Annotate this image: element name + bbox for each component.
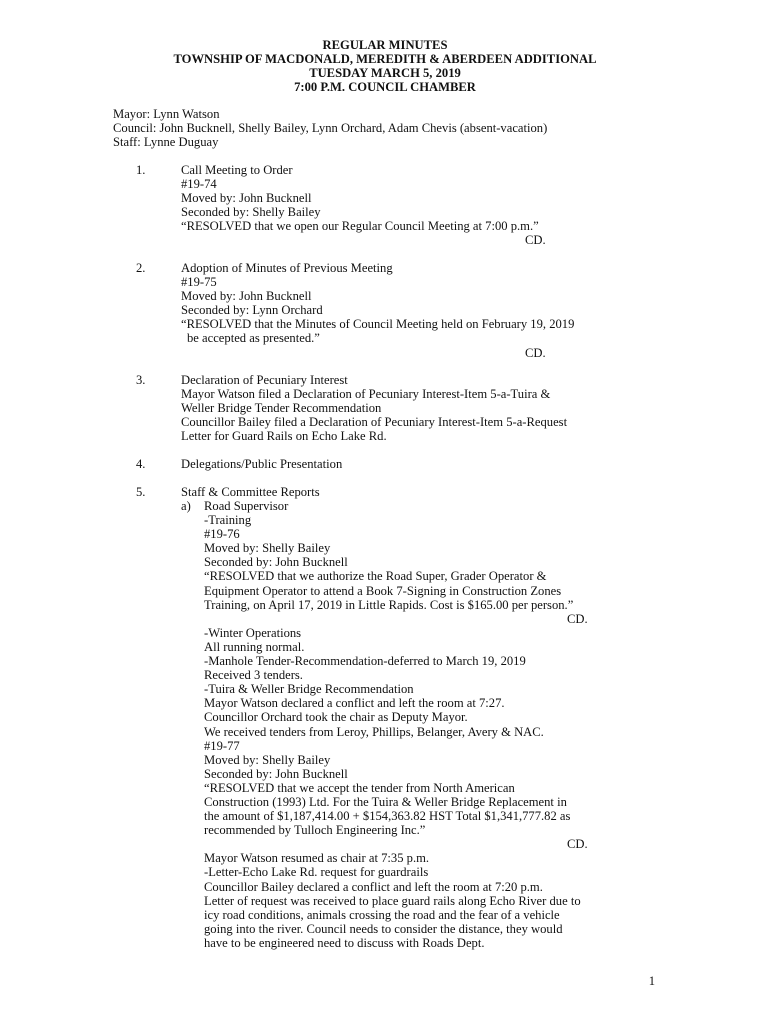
item-line: Weller Bridge Tender Recommendation — [181, 401, 382, 416]
item-line: #19-74 — [181, 177, 217, 192]
carried-mark: CD. — [567, 611, 588, 626]
item-line: be accepted as presented.” — [187, 331, 320, 346]
agenda-item-3 — [181, 373, 661, 443]
item-line: #19-76 — [204, 527, 240, 542]
item-line: Construction (1993) Ltd. For the Tuira & Weller Bridge Replacement in — [204, 794, 567, 809]
item-line: -Manhole Tender-Recommendation-deferred to March 19, 2019 — [204, 654, 526, 669]
item-line: We received tenders from Leroy, Phillips, Belanger, Avery & NAC. — [204, 724, 544, 739]
item-line: Delegations/Public Presentation — [181, 457, 343, 471]
item-line: #19-75 — [181, 275, 217, 290]
item-number: 3. — [136, 373, 146, 387]
item-line: Adoption of Minutes of Previous Meeting — [181, 261, 393, 275]
item-line: -Letter-Echo Lake Rd. request for guardrails — [204, 865, 429, 880]
carried-mark: CD. — [567, 837, 588, 852]
header-township: TOWNSHIP OF MACDONALD, MEREDITH & ABERDEEN ADDITIONAL — [173, 52, 597, 67]
item-number: 4. — [136, 457, 146, 471]
item-line: -Winter Operations — [204, 625, 302, 640]
item-line: Councillor Orchard took the chair as Deputy Mayor. — [204, 710, 468, 725]
item-line: “RESOLVED that the Minutes of Council Meeting held on February 19, 2019 — [181, 317, 575, 332]
agenda-item-2 — [181, 261, 661, 360]
item-line: Seconded by: John Bucknell — [204, 766, 348, 781]
agenda-item-4 — [181, 457, 661, 471]
item-line: “RESOLVED that we open our Regular Council Meeting at 7:00 p.m.” — [181, 219, 539, 234]
page-number: 1 — [648, 974, 655, 988]
item-line: Councillor Bailey declared a conflict and left the room at 7:20 p.m. — [204, 879, 543, 894]
item-number: 5. — [136, 485, 146, 499]
item-line: Moved by: John Bucknell — [181, 289, 312, 304]
item-line: Mayor Watson declared a conflict and left the room at 7:27. — [204, 696, 505, 711]
header-time-location: 7:00 P.M. COUNCIL CHAMBER — [294, 80, 476, 95]
item-line: Councillor Bailey filed a Declaration of Pecuniary Interest-Item 5-a-Request — [181, 415, 568, 430]
item-line: Moved by: John Bucknell — [181, 191, 312, 206]
item-line: Mayor Watson filed a Declaration of Pecuniary Interest-Item 5-a-Tuira & — [181, 387, 551, 402]
item-line: Seconded by: John Bucknell — [204, 555, 348, 570]
item-line: #19-77 — [204, 738, 240, 753]
attendance-mayor: Mayor: Lynn Watson — [113, 107, 220, 121]
item-line: Seconded by: Shelly Bailey — [181, 205, 321, 220]
item-line: Seconded by: Lynn Orchard — [181, 303, 323, 318]
item-line: Mayor Watson resumed as chair at 7:35 p.m. — [204, 851, 430, 866]
item-line: going into the river. Council needs to consider the distance, they would — [204, 921, 563, 936]
item-line: Declaration of Pecuniary Interest — [181, 373, 348, 387]
item-line: -Training — [204, 513, 252, 528]
item-line: Equipment Operator to attend a Book 7-Signing in Construction Zones — [204, 583, 562, 598]
agenda-item-5a — [204, 499, 674, 950]
document-header — [0, 38, 770, 94]
item-line: icy road conditions, animals crossing the road and the fear of a vehicle — [204, 907, 560, 922]
item-line: Moved by: Shelly Bailey — [204, 541, 331, 556]
agenda-item-1 — [181, 163, 661, 248]
attendance-council: Council: John Bucknell, Shelly Bailey, Lynn Orchard, Adam Chevis (absent-vacation) — [113, 121, 548, 136]
item-line: the amount of $1,187,414.00 + $154,363.82 HST Total $1,341,777.82 as — [204, 809, 571, 824]
header-title: REGULAR MINUTES — [322, 38, 448, 52]
attendance — [113, 107, 713, 149]
carried-mark: CD. — [525, 233, 546, 248]
item-line: have to be engineered need to discuss with Roads Dept. — [204, 935, 485, 950]
item-line: Moved by: Shelly Bailey — [204, 752, 331, 767]
item-line: Training, on April 17, 2019 in Little Rapids. Cost is $165.00 per person.” — [204, 597, 574, 612]
item-number: 2. — [136, 261, 146, 275]
item-line: recommended by Tulloch Engineering Inc.” — [204, 823, 426, 838]
item-line: Received 3 tenders. — [204, 668, 303, 683]
item-line: Staff & Committee Reports — [181, 485, 320, 499]
item-line: Letter for Guard Rails on Echo Lake Rd. — [181, 429, 387, 444]
item-line: Letter of request was received to place guard rails along Echo River due to — [204, 893, 581, 908]
item-line: -Tuira & Weller Bridge Recommendation — [204, 682, 414, 697]
agenda-item-5-title — [181, 485, 661, 499]
carried-mark: CD. — [525, 345, 546, 360]
header-date: TUESDAY MARCH 5, 2019 — [309, 66, 461, 81]
sub-item-letter: a) — [181, 499, 191, 513]
item-line: “RESOLVED that we accept the tender from North American — [204, 780, 515, 795]
attendance-staff: Staff: Lynne Duguay — [113, 135, 219, 150]
item-number: 1. — [136, 163, 146, 177]
item-line: All running normal. — [204, 639, 305, 654]
item-line: Call Meeting to Order — [181, 163, 293, 177]
item-line: Road Supervisor — [204, 499, 289, 513]
item-line: “RESOLVED that we authorize the Road Super, Grader Operator & — [204, 569, 547, 584]
